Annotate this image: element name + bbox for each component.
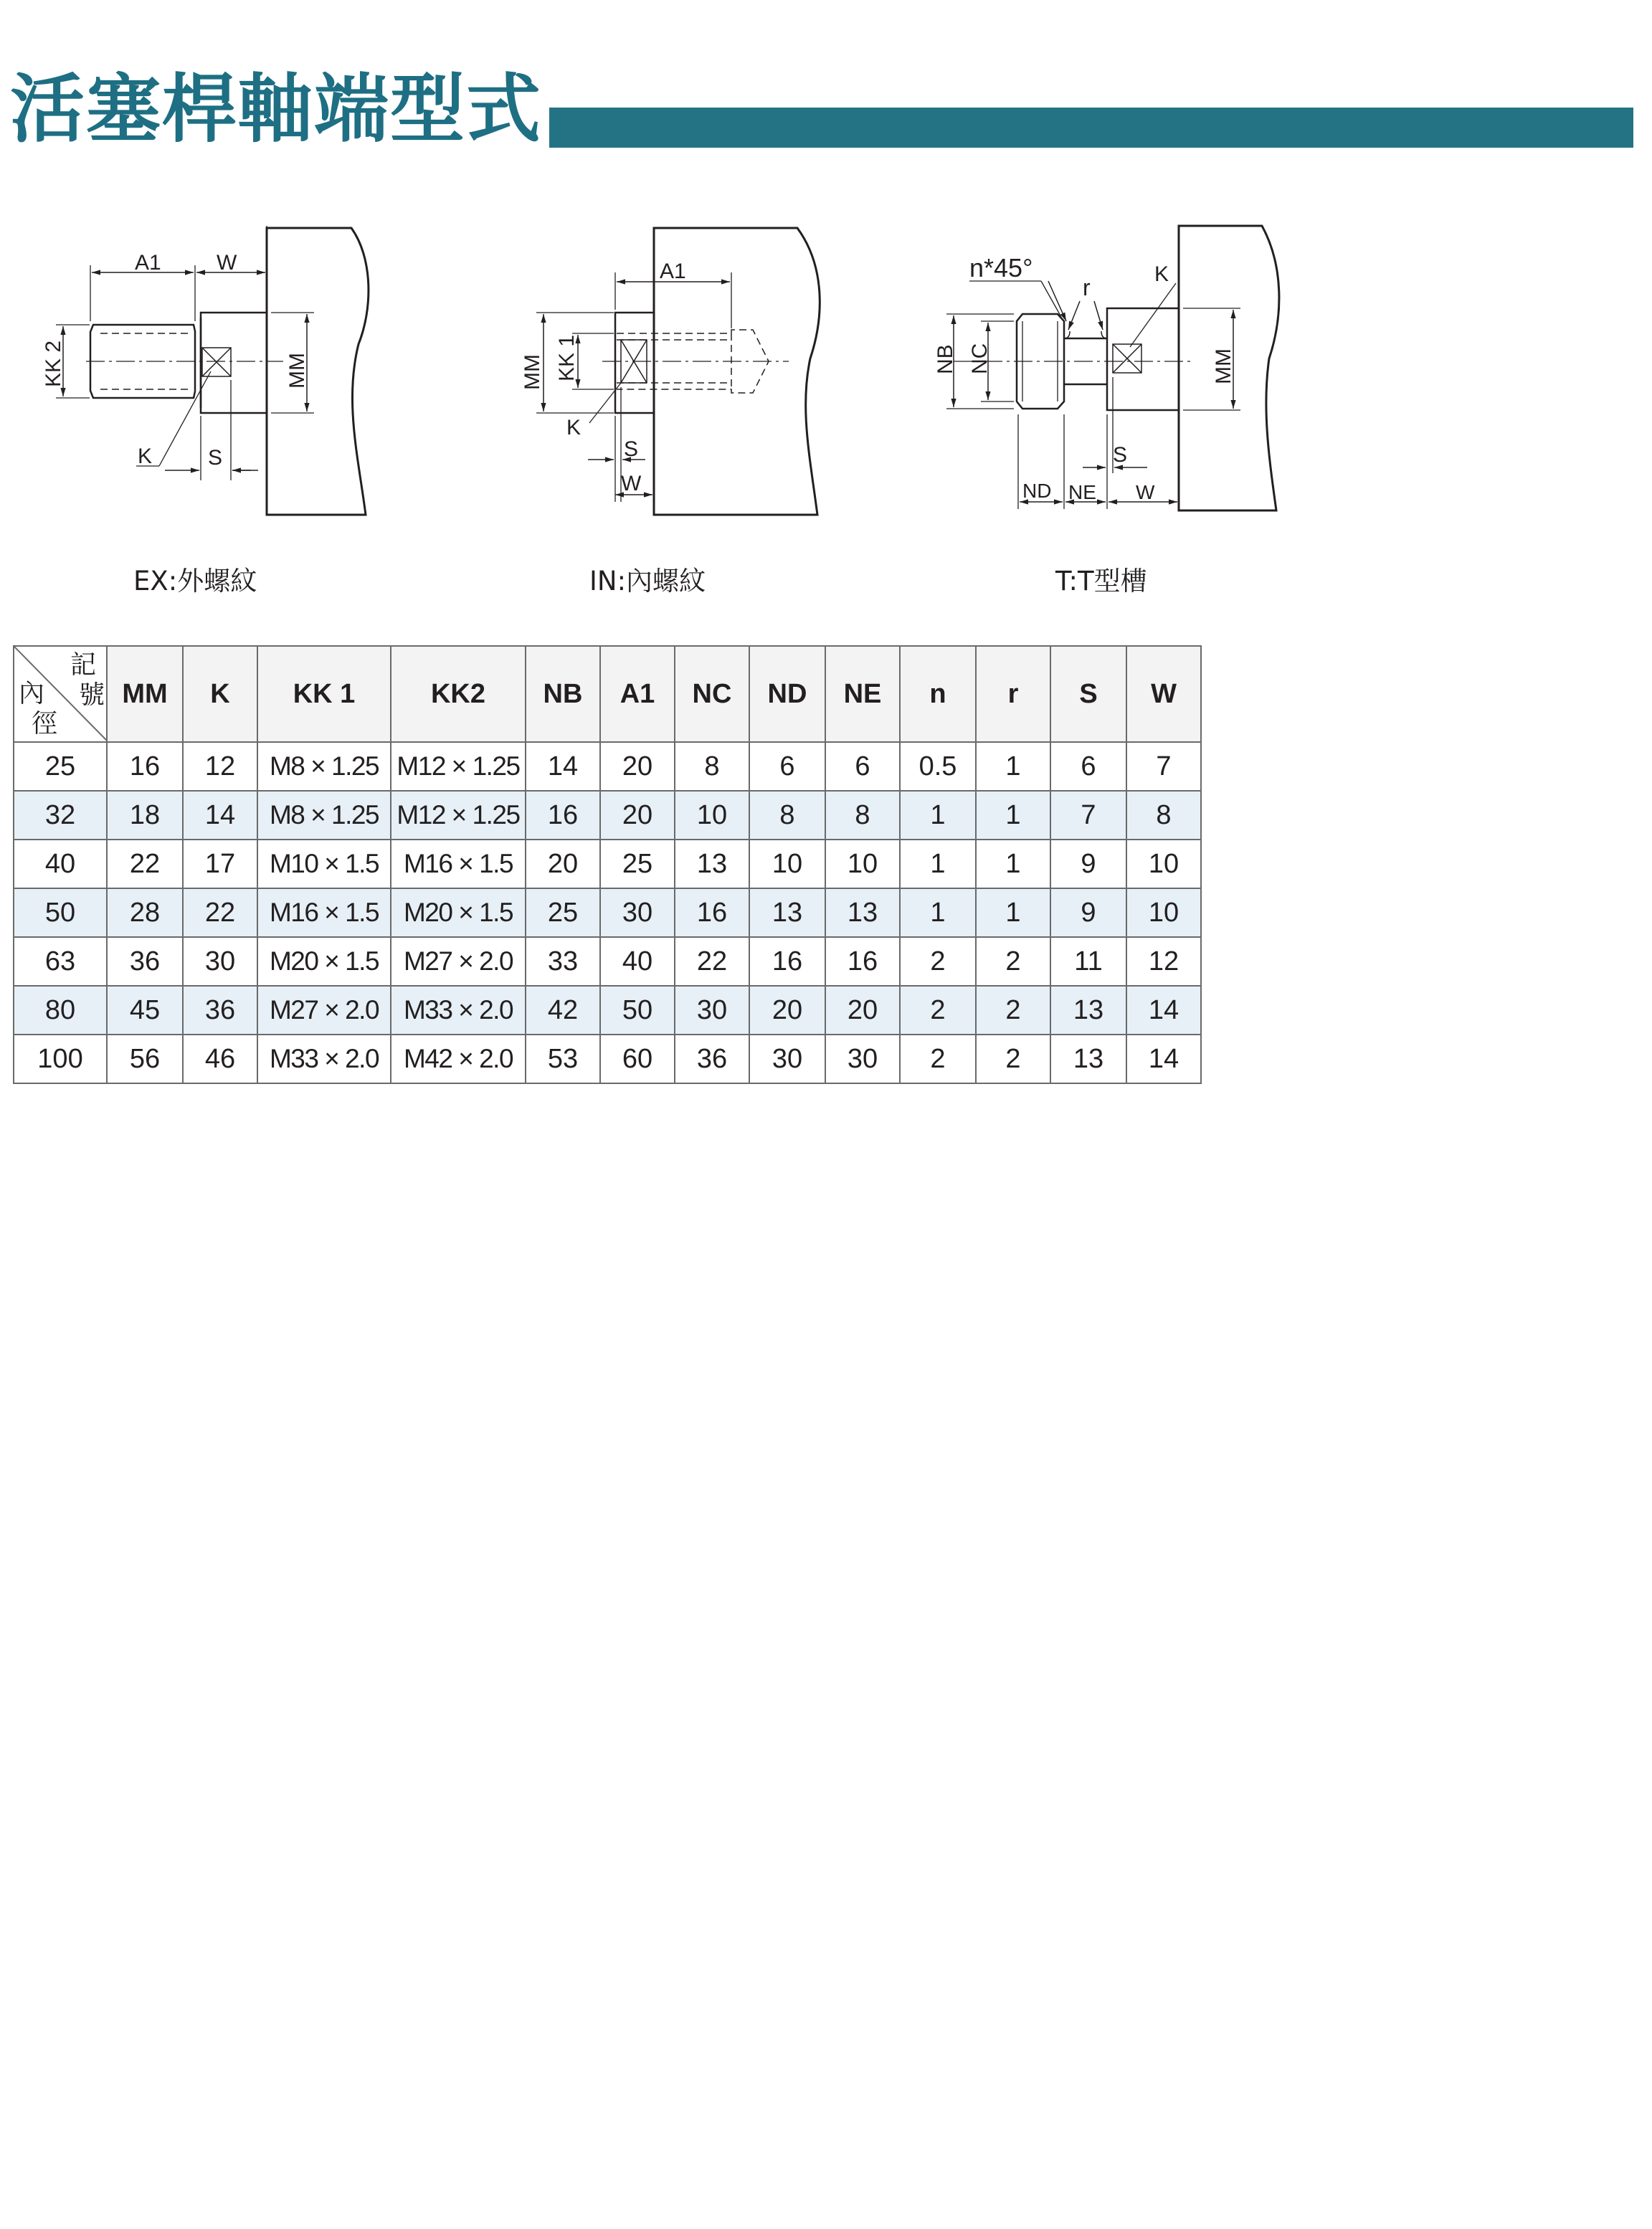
table-cell: 22 xyxy=(183,888,257,937)
table-cell: 16 xyxy=(825,937,900,986)
table-cell: 2 xyxy=(900,937,976,986)
header-a1: A1 xyxy=(600,646,675,742)
table-cell: 14 xyxy=(183,791,257,840)
t-nc-label: NC xyxy=(968,343,992,374)
table-cell: 30 xyxy=(675,986,749,1035)
header-ne: NE xyxy=(825,646,900,742)
table-cell: 7 xyxy=(1050,791,1126,840)
in-s-label: S xyxy=(624,437,639,461)
table-cell: 2 xyxy=(976,986,1050,1035)
t-n45-label: n*45° xyxy=(969,253,1033,282)
table-row xyxy=(14,937,1201,986)
table-cell: 6 xyxy=(1050,742,1126,791)
table-cell: 1 xyxy=(900,840,976,888)
table-cell: 6 xyxy=(825,742,900,791)
table-cell: 36 xyxy=(675,1035,749,1083)
table-cell: 12 xyxy=(1126,937,1201,986)
t-nb-label: NB xyxy=(934,344,957,374)
table-cell: 20 xyxy=(600,791,675,840)
table-cell: 13 xyxy=(675,840,749,888)
t-mm-label: MM xyxy=(1212,348,1235,384)
table-cell: 30 xyxy=(749,1035,825,1083)
table-cell: 1 xyxy=(976,888,1050,937)
bore-size-cell: 100 xyxy=(14,1035,107,1083)
table-cell: 18 xyxy=(107,791,183,840)
header-kk2: KK2 xyxy=(391,646,526,742)
table-row xyxy=(14,791,1201,840)
table-cell: 9 xyxy=(1050,888,1126,937)
header-w: W xyxy=(1126,646,1201,742)
page-title: 活塞桿軸端型式 xyxy=(10,65,543,153)
table-cell: 8 xyxy=(1126,791,1201,840)
table-cell: 22 xyxy=(107,840,183,888)
table-cell: 14 xyxy=(1126,986,1201,1035)
ex-mm-label: MM xyxy=(285,353,309,389)
corner-label-top: 記 xyxy=(70,650,97,680)
table-cell: 16 xyxy=(107,742,183,791)
bore-size-cell: 80 xyxy=(14,986,107,1035)
table-body xyxy=(14,742,1201,1083)
table-header-row xyxy=(14,646,1201,742)
table-cell: 1 xyxy=(976,742,1050,791)
table-cell: 9 xyxy=(1050,840,1126,888)
rod-end-spec-table xyxy=(13,645,1202,1084)
ex-a1-label: A1 xyxy=(135,251,161,275)
table-cell: 20 xyxy=(749,986,825,1035)
table-cell: 16 xyxy=(749,937,825,986)
table-cell: 60 xyxy=(600,1035,675,1083)
table-cell: 30 xyxy=(600,888,675,937)
table-cell: 0.5 xyxy=(900,742,976,791)
table-cell: M20 × 1.5 xyxy=(257,937,391,986)
table-cell: 36 xyxy=(107,937,183,986)
header-kk1: KK 1 xyxy=(257,646,391,742)
in-kk1-label: KK 1 xyxy=(555,334,579,381)
table-cell: 20 xyxy=(600,742,675,791)
table-cell: 25 xyxy=(600,840,675,888)
table-cell: M8 × 1.25 xyxy=(257,791,391,840)
table-row xyxy=(14,888,1201,937)
table-row xyxy=(14,986,1201,1035)
header-nd: ND xyxy=(749,646,825,742)
t-nd-label: ND xyxy=(1022,480,1052,502)
table-cell: M16 × 1.5 xyxy=(257,888,391,937)
table-cell: 53 xyxy=(526,1035,600,1083)
table-cell: 10 xyxy=(1126,888,1201,937)
table-cell: 16 xyxy=(526,791,600,840)
caption-in: IN:內螺紋 xyxy=(589,566,706,597)
table-row xyxy=(14,1035,1201,1083)
table-cell: 1 xyxy=(900,791,976,840)
bore-size-cell: 25 xyxy=(14,742,107,791)
table-cell: 42 xyxy=(526,986,600,1035)
header-k: K xyxy=(183,646,257,742)
table-cell: 13 xyxy=(1050,1035,1126,1083)
table-cell: 30 xyxy=(825,1035,900,1083)
bore-size-cell: 40 xyxy=(14,840,107,888)
table-cell: 45 xyxy=(107,986,183,1035)
table-cell: 2 xyxy=(976,1035,1050,1083)
header-nc: NC xyxy=(675,646,749,742)
corner-label-left: 內 xyxy=(19,679,45,708)
t-k-label: K xyxy=(1154,262,1169,286)
table-row xyxy=(14,840,1201,888)
table-cell: M8 × 1.25 xyxy=(257,742,391,791)
table-cell: M27 × 2.0 xyxy=(391,937,526,986)
table-cell: M33 × 2.0 xyxy=(391,986,526,1035)
rod-end-diagrams xyxy=(0,208,1652,538)
ex-k-label: K xyxy=(138,445,153,468)
ex-s-label: S xyxy=(208,446,223,470)
table-cell: M33 × 2.0 xyxy=(257,1035,391,1083)
t-r-label: r xyxy=(1083,275,1091,300)
table-cell: 16 xyxy=(675,888,749,937)
header-mm: MM xyxy=(107,646,183,742)
table-cell: M42 × 2.0 xyxy=(391,1035,526,1083)
table-cell: 25 xyxy=(526,888,600,937)
table-cell: 10 xyxy=(675,791,749,840)
in-w-label: W xyxy=(621,472,642,495)
bore-size-cell: 63 xyxy=(14,937,107,986)
header-nb: NB xyxy=(526,646,600,742)
table-cell: 50 xyxy=(600,986,675,1035)
table-cell: 20 xyxy=(825,986,900,1035)
in-a1-label: A1 xyxy=(660,260,686,283)
bore-size-cell: 32 xyxy=(14,791,107,840)
ex-kk2-label: KK 2 xyxy=(42,340,65,387)
table-cell: 20 xyxy=(526,840,600,888)
table-cell: M16 × 1.5 xyxy=(391,840,526,888)
table-cell: 11 xyxy=(1050,937,1126,986)
ex-w-label: W xyxy=(217,251,237,275)
table-cell: 12 xyxy=(183,742,257,791)
t-ne-label: NE xyxy=(1068,481,1096,503)
table-row xyxy=(14,742,1201,791)
in-mm-label: MM xyxy=(521,354,544,390)
table-cell: 36 xyxy=(183,986,257,1035)
caption-t: T:T型槽 xyxy=(1055,566,1147,597)
table-cell: M12 × 1.25 xyxy=(391,742,526,791)
table-cell: M12 × 1.25 xyxy=(391,791,526,840)
table-cell: 33 xyxy=(526,937,600,986)
table-cell: 7 xyxy=(1126,742,1201,791)
header-corner-cell xyxy=(14,646,107,742)
table-cell: 28 xyxy=(107,888,183,937)
table-cell: 1 xyxy=(976,791,1050,840)
table-cell: 8 xyxy=(825,791,900,840)
table-cell: 2 xyxy=(976,937,1050,986)
table-cell: 2 xyxy=(900,1035,976,1083)
table-cell: 6 xyxy=(749,742,825,791)
table-cell: M27 × 2.0 xyxy=(257,986,391,1035)
header-s: S xyxy=(1050,646,1126,742)
table-cell: 30 xyxy=(183,937,257,986)
corner-label-right: 號 xyxy=(79,680,105,710)
header-n: n xyxy=(900,646,976,742)
table-cell: 8 xyxy=(675,742,749,791)
t-s-label: S xyxy=(1113,443,1128,467)
table-cell: M20 × 1.5 xyxy=(391,888,526,937)
table-cell: 14 xyxy=(526,742,600,791)
in-k-label: K xyxy=(566,416,581,439)
table-cell: 46 xyxy=(183,1035,257,1083)
table-cell: 10 xyxy=(825,840,900,888)
table-cell: 1 xyxy=(900,888,976,937)
table-cell: 10 xyxy=(749,840,825,888)
table-cell: 13 xyxy=(749,888,825,937)
table-cell: 1 xyxy=(976,840,1050,888)
title-accent-bar xyxy=(549,108,1633,148)
table-cell: 8 xyxy=(749,791,825,840)
t-w-label: W xyxy=(1136,481,1155,503)
header-r: r xyxy=(976,646,1050,742)
ex-diagram xyxy=(56,226,369,515)
table-cell: 40 xyxy=(600,937,675,986)
bore-size-cell: 50 xyxy=(14,888,107,937)
table-cell: 17 xyxy=(183,840,257,888)
table-cell: 2 xyxy=(900,986,976,1035)
caption-ex: EX:外螺紋 xyxy=(133,566,257,597)
table-cell: M10 × 1.5 xyxy=(257,840,391,888)
table-cell: 56 xyxy=(107,1035,183,1083)
table-cell: 22 xyxy=(675,937,749,986)
table-cell: 13 xyxy=(825,888,900,937)
table-cell: 13 xyxy=(1050,986,1126,1035)
table-cell: 10 xyxy=(1126,840,1201,888)
corner-label-bottom: 徑 xyxy=(32,709,58,738)
table-cell: 14 xyxy=(1126,1035,1201,1083)
